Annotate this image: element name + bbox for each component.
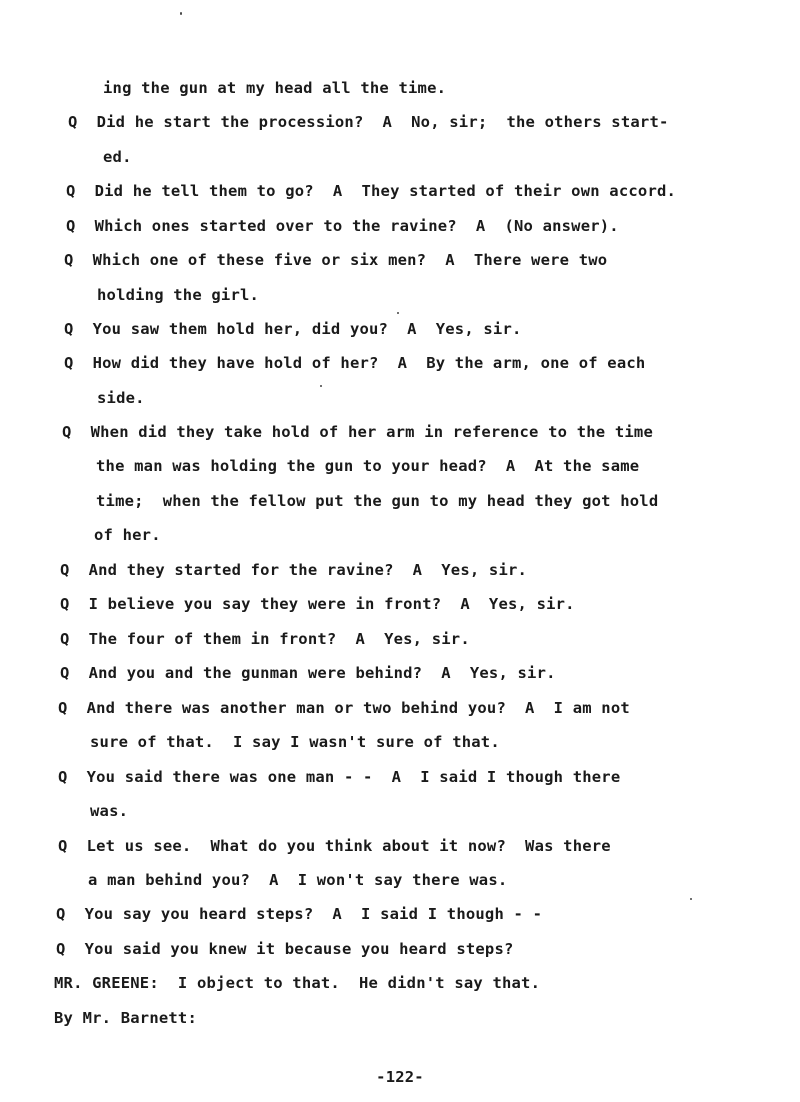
transcript-line: Q And they started for the ravine? A Yes, sir. <box>60 561 528 579</box>
transcript-line: time; when the fellow put the gun to my head they got hold <box>96 492 659 510</box>
transcript-line: Q I believe you say they were in front? A Yes, sir. <box>60 595 575 613</box>
transcript-line: the man was holding the gun to your head? A At the same <box>96 457 640 475</box>
transcript-line: ing the gun at my head all the time. <box>103 79 447 97</box>
transcript-line: Q You say you heard steps? A I said I though - - <box>56 905 543 923</box>
scan-speck <box>397 312 399 314</box>
transcript-line: Q You said there was one man - - A I said I though there <box>58 768 621 786</box>
transcript-line: Q Did he start the procession? A No, sir; the others start- <box>68 113 669 131</box>
transcript-line: Q Did he tell them to go? A They started of their own accord. <box>66 182 677 200</box>
scan-speck <box>320 385 322 387</box>
transcript-line: a man behind you? A I won't say there was. <box>88 871 508 889</box>
transcript-line: By Mr. Barnett: <box>54 1009 197 1027</box>
transcript-line: Q You saw them hold her, did you? A Yes, sir. <box>64 320 522 338</box>
transcript-line: MR. GREENE: I object to that. He didn't say that. <box>54 974 541 992</box>
transcript-line: of her. <box>94 526 161 544</box>
transcript-line: Q Which ones started over to the ravine? A (No answer). <box>66 217 619 235</box>
page-number: -122- <box>376 1068 424 1086</box>
transcript-line: Q And you and the gunman were behind? A Yes, sir. <box>60 664 556 682</box>
transcript-line: ed. <box>103 148 132 166</box>
transcript-line: holding the girl. <box>97 286 260 304</box>
transcript-line: Q The four of them in front? A Yes, sir. <box>60 630 470 648</box>
transcript-line: Q When did they take hold of her arm in reference to the time <box>62 423 653 441</box>
transcript-line: side. <box>97 389 145 407</box>
transcript-line: was. <box>90 802 129 820</box>
transcript-line: Q Let us see. What do you think about it now? Was there <box>58 837 611 855</box>
transcript-line: Q You said you knew it because you heard steps? <box>56 940 514 958</box>
transcript-line: Q Which one of these five or six men? A There were two <box>64 251 608 269</box>
transcript-line: Q And there was another man or two behind you? A I am not <box>58 699 630 717</box>
scan-speck <box>180 12 182 15</box>
transcript-line: sure of that. I say I wasn't sure of that. <box>90 733 500 751</box>
transcript-line: Q How did they have hold of her? A By the arm, one of each <box>64 354 646 372</box>
scan-speck <box>690 898 692 900</box>
